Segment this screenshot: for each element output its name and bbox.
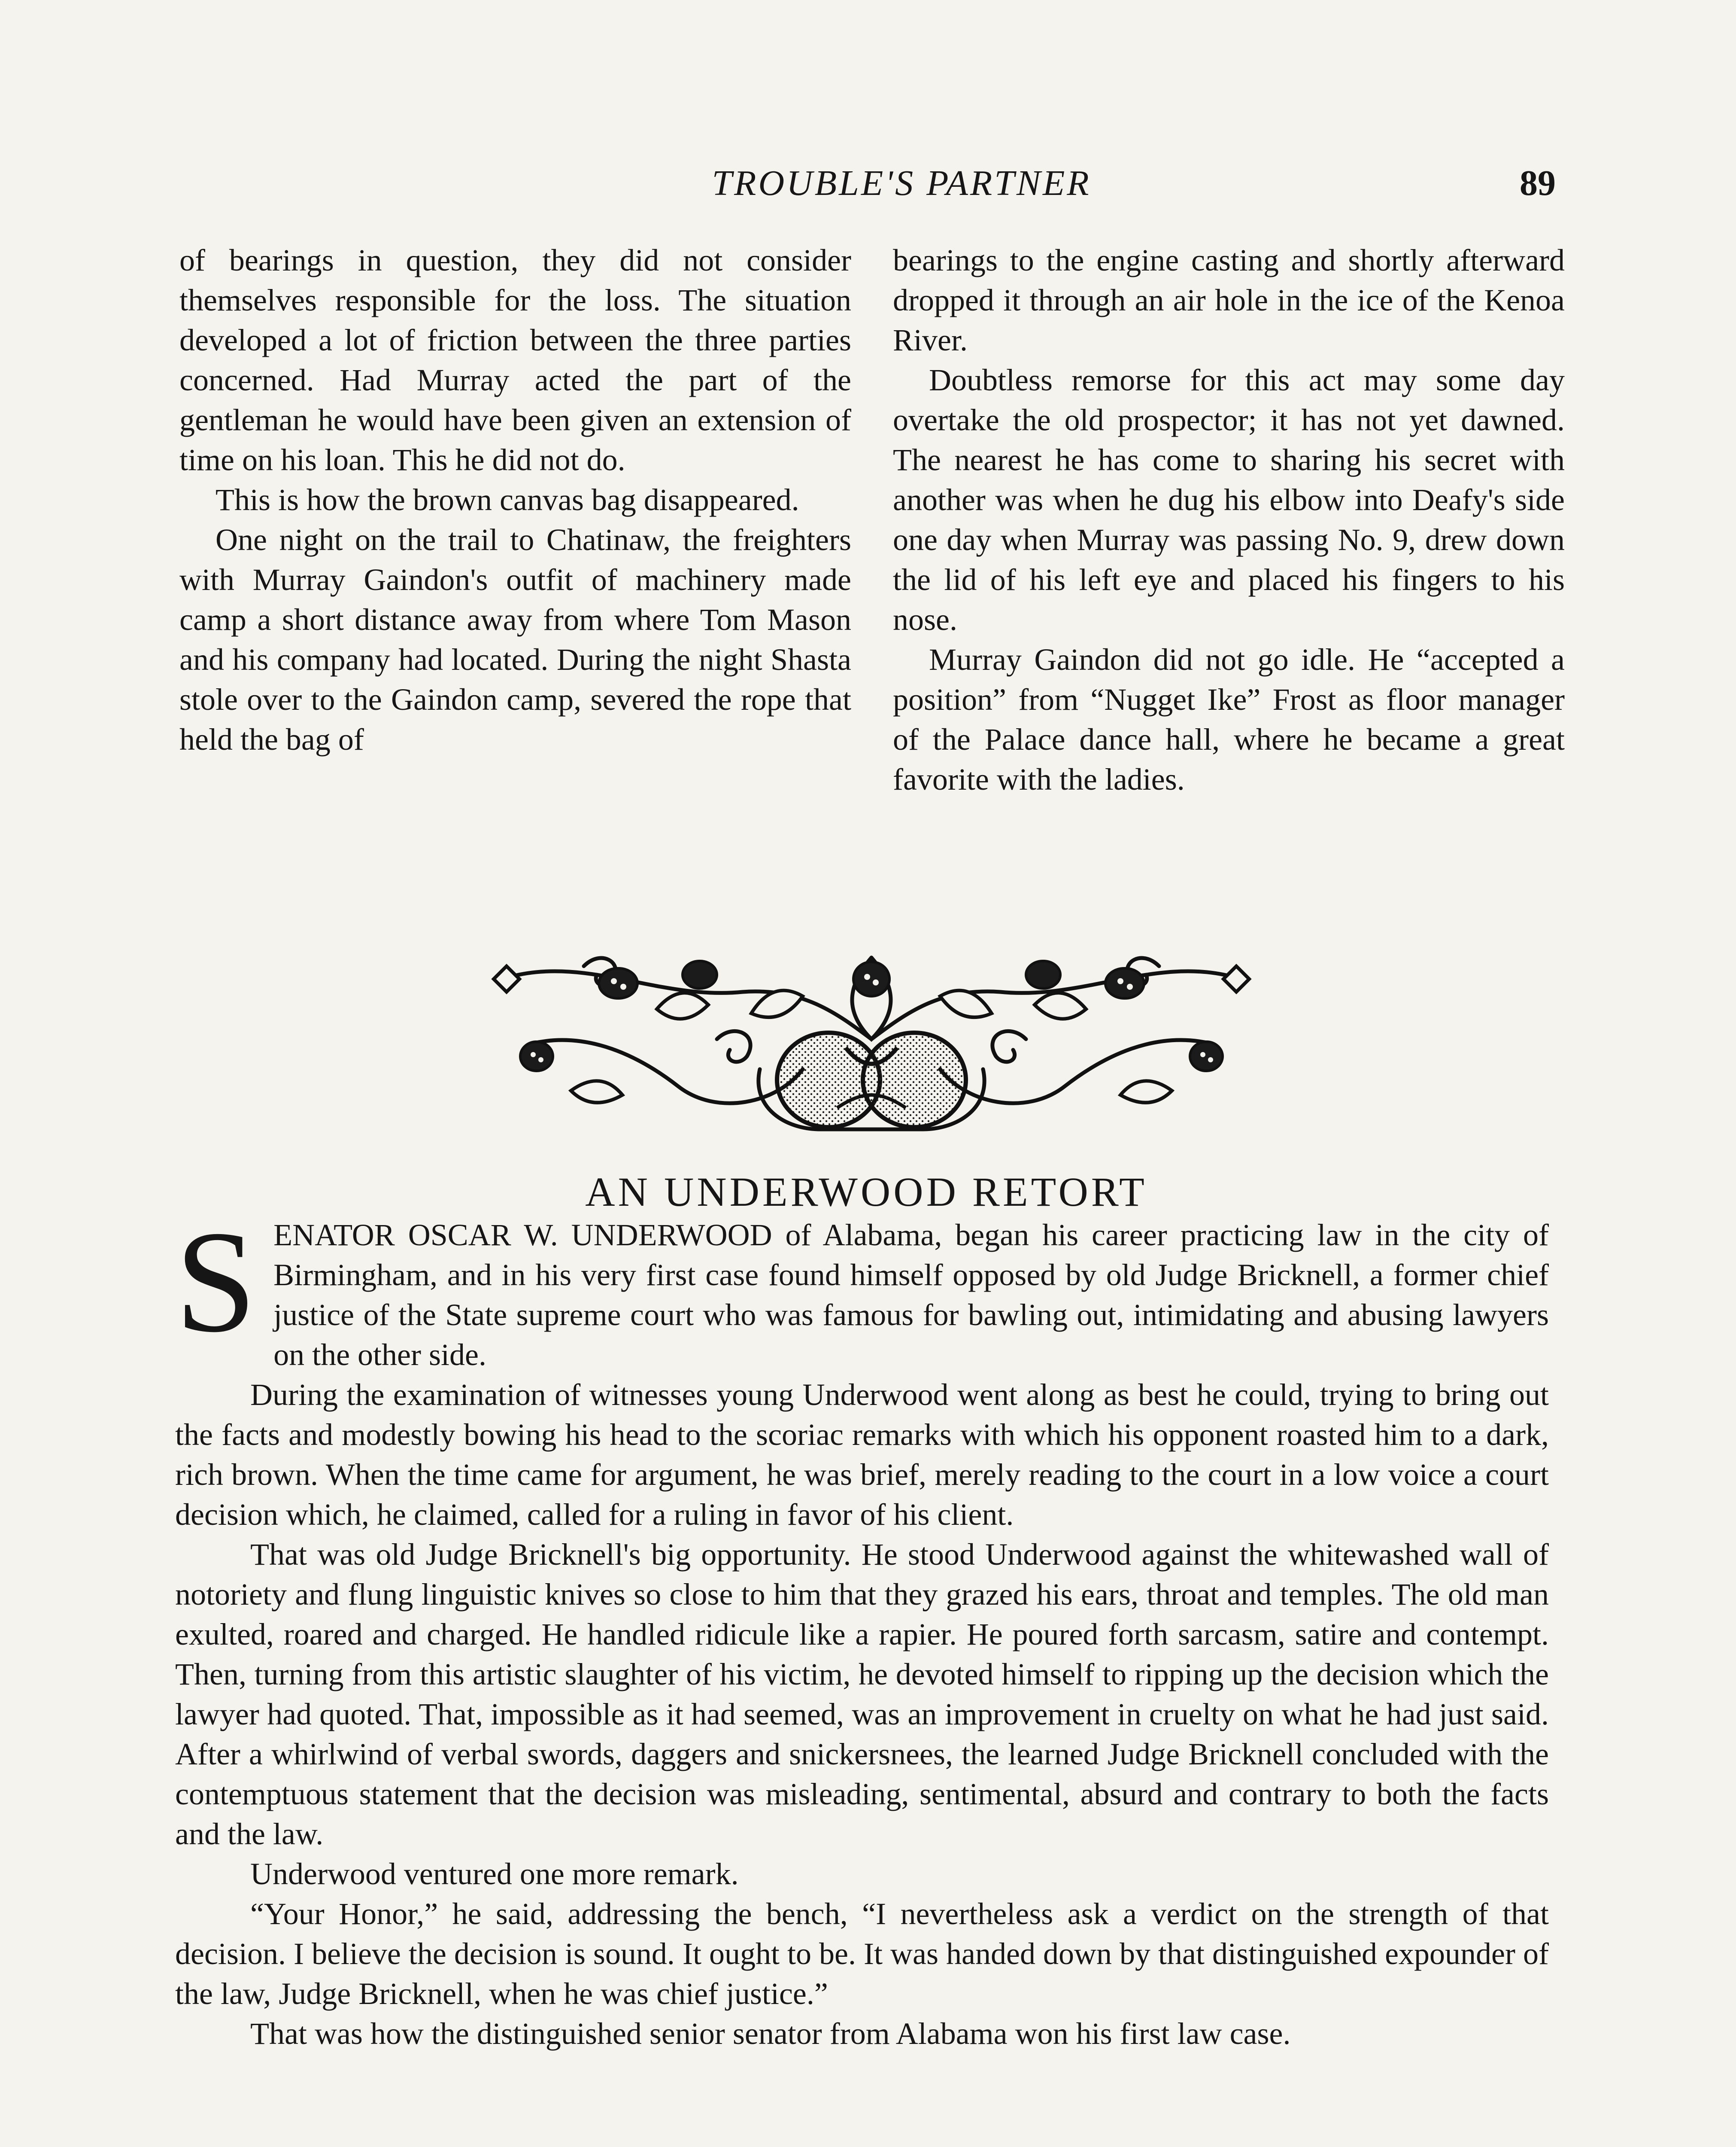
article-paragraph: That was old Judge Bricknell's big opportunity. He stood Underwood against the whitewashed wall of notoriety and flung linguistic knives so close to him that they grazed his ears, throat and temples. The old man exulted, roared and charged. He handled ridicule like a rapier. He poured forth sarcasm, satire and contempt. Then, turning from this artistic slaughter of his victim, he devoted himself to ripping up the decision which the lawyer had quoted. That, impossible as it had seemed, was an improvement in cruelty on what he had just said. After a whirlwind of verbal swords, daggers and snickersnees, the learned Judge Bricknell concluded with the contemptuous statement that the decision was misleading, sentimental, absurd and contrary to both the facts and the law. — [175, 1537, 1549, 1851]
story-paragraph: This is how the brown canvas bag disappeared. — [215, 483, 799, 517]
story-paragraph: Doubtless remorse for this act may some day overtake the old prospector; it has not yet dawned. The nearest he has come to sharing his secret with another was when he dug his elbow into Deafy's side one day when Murray was passing No. 9, drew down the lid of his left eye and placed his fingers to his nose. — [893, 363, 1565, 637]
article-paragraph: “Your Honor,” he said, addressing the bench, “I nevertheless ask a verdict on the strength of that decision. I believe the decision is sound. It ought to be. It was handed down by that distinguished expounder of the law, Judge Bricknell, when he was chief justice.” — [175, 1897, 1549, 2011]
story-left-column — [179, 240, 851, 760]
running-title: TROUBLE'S PARTNER — [712, 163, 1091, 203]
drop-cap: S — [175, 1201, 257, 1362]
article-title: AN UNDERWOOD RETORT — [585, 1169, 1147, 1215]
article-paragraph — [175, 1201, 1549, 1375]
article-paragraph: That was how the distinguished senior senator from Alabama won his first law case. — [250, 2016, 1291, 2051]
page-number: 89 — [1520, 163, 1556, 203]
article-paragraph: During the examination of witnesses young Underwood went along as best he could, trying to bring out the facts and modestly bowing his head to the scoriac remarks with which his opponent roasted him to a dark, rich brown. When the time came for argument, he was brief, merely reading to the court in a low voice a court decision which, he claimed, called for a ruling in favor of his client. — [175, 1378, 1549, 1532]
story-paragraph: bearings to the engine casting and shortly afterward dropped it through an air hole in the ice of the Kenoa River. — [893, 243, 1565, 357]
story-right-column — [893, 240, 1565, 800]
story-paragraph: Murray Gaindon did not go idle. He “accepted a position” from “Nugget Ike” Frost as floor manager of the Palace dance hall, where he became a great favorite with the ladies. — [893, 642, 1565, 797]
floral-pomegranate-ornament-icon — [476, 928, 1266, 1134]
article-paragraph: Underwood ventured one more remark. — [250, 1857, 739, 1891]
article-body — [175, 1201, 1549, 2054]
story-paragraph: One night on the trail to Chatinaw, the freighters with Murray Gaindon's outfit of machinery made camp a short distance away from where Tom Mason and his company had located. During the night Shasta stole over to the Gaindon camp, severed the rope that held the bag of — [179, 523, 851, 757]
article-first-paragraph-text: ENATOR OSCAR W. UNDERWOOD of Alabama, began his career practicing law in the city of Birmingham, and in his very first case found himself opposed by old Judge Bricknell, a former chief justice of the State supreme court who was famous for bawling out, intimidating and abusing lawyers on the other side. — [273, 1218, 1549, 1372]
story-paragraph: of bearings in question, they did not consider themselves responsible for the loss. The situation developed a lot of friction between the three parties concerned. Had Murray acted the part of the gentleman he would have been given an extension of time on his loan. This he did not do. — [179, 243, 851, 477]
